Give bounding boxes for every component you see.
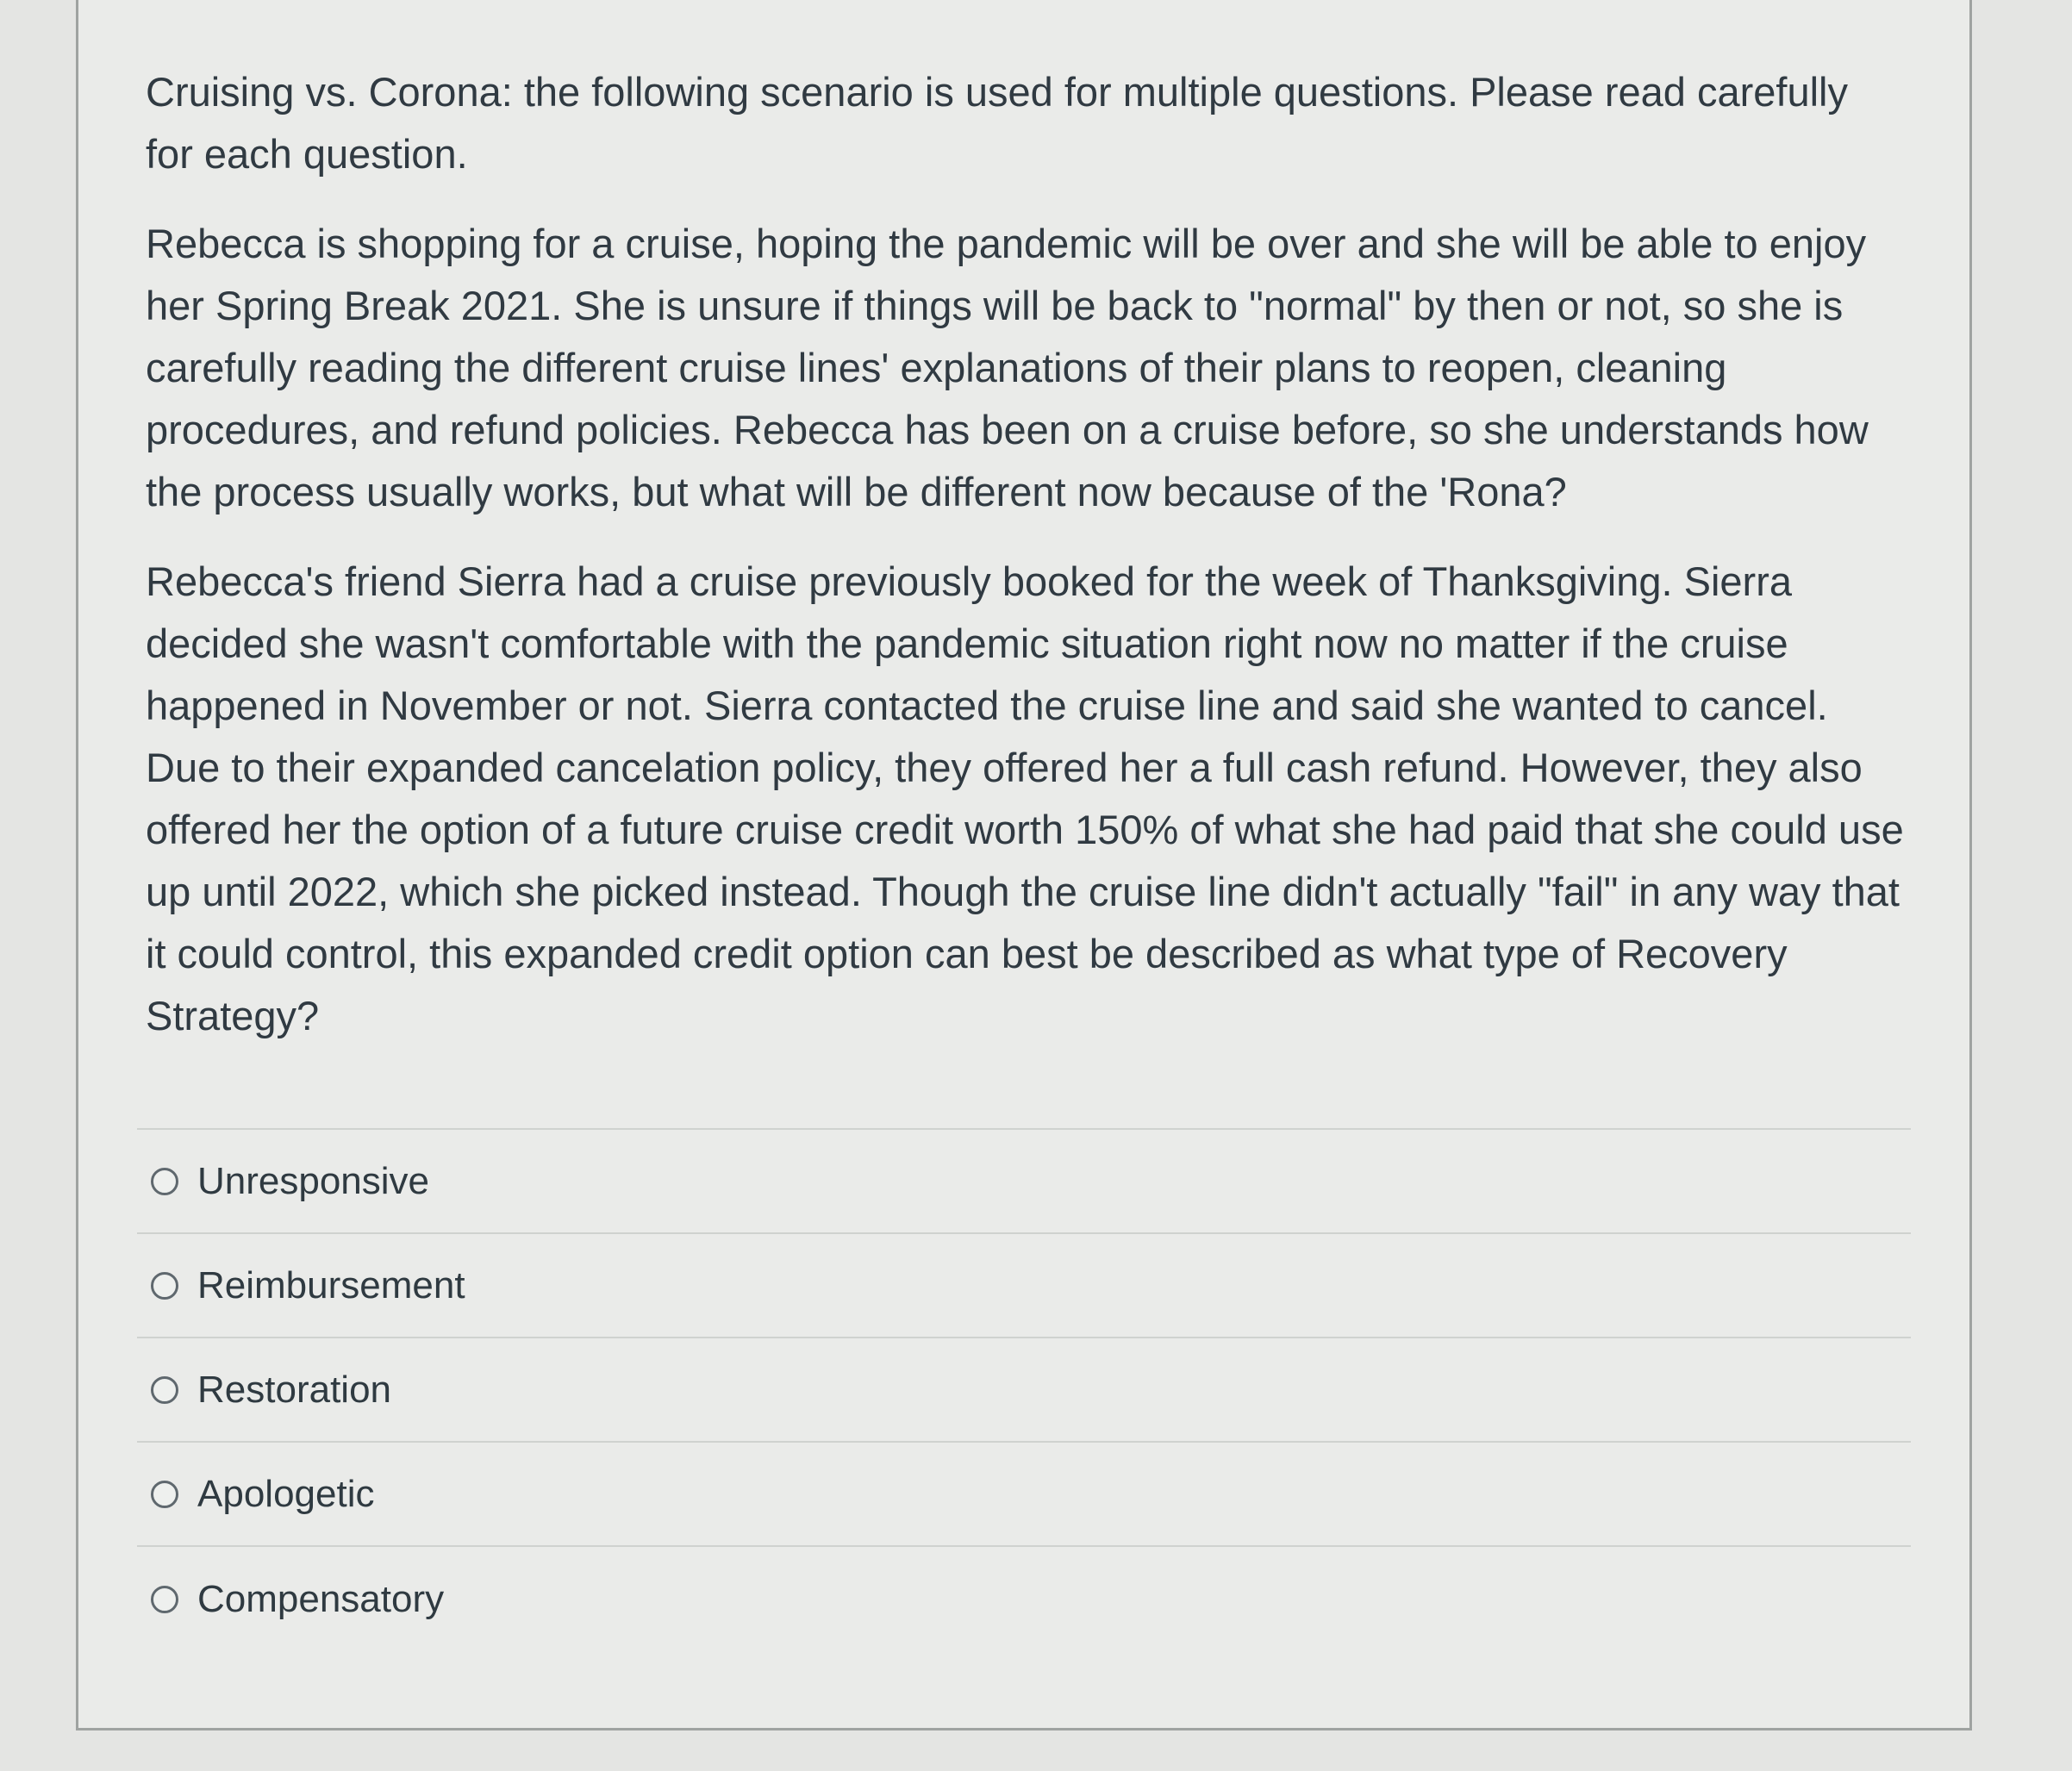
answer-label: Apologetic	[197, 1472, 375, 1515]
question-prompt: Rebecca's friend Sierra had a cruise previously booked for the week of Thanksgiving. Sierra decided she wasn't comfortable with the pandemic situation right now no matter if the cruise happened in November or not. Sierra contacted the cruise line and said she wanted to cancel. Due to their expanded cancelation policy, they offered her a full cash refund. However, they also offered her the option of a future cruise credit worth 150% of what she had paid that she could use up until 2022, which she picked instead. Though the cruise line didn't actually "fail" in any way that it could control, this expanded credit option can best be described as what type of Recovery Strategy?	[146, 558, 1904, 1038]
answer-label: Unresponsive	[197, 1159, 430, 1202]
question-text	[146, 61, 1904, 1075]
answer-option-restoration[interactable]	[137, 1338, 1911, 1443]
scenario-paragraph: Rebecca is shopping for a cruise, hoping the pandemic will be over and she will be able to enjoy her Spring Break 2021. She is unsure if things will be back to "normal" by then or not, so she is carefully reading the different cruise lines' explanations of their plans to reopen, cleaning procedures, and refund policies. Rebecca has been on a cruise before, so she understands how the process usually works, but what will be different now because of the 'Rona?	[146, 221, 1869, 514]
scenario-intro: Cruising vs. Corona: the following scenario is used for multiple questions. Please read carefully for each question.	[146, 69, 1848, 177]
radio-button[interactable]	[151, 1376, 178, 1404]
answer-option-apologetic[interactable]	[137, 1443, 1911, 1547]
radio-button[interactable]	[151, 1586, 178, 1613]
answer-option-unresponsive[interactable]	[137, 1130, 1911, 1234]
answer-label: Restoration	[197, 1368, 392, 1411]
answer-option-compensatory[interactable]	[137, 1547, 1911, 1651]
radio-button[interactable]	[151, 1272, 178, 1300]
answer-option-reimbursement[interactable]	[137, 1234, 1911, 1338]
radio-button[interactable]	[151, 1481, 178, 1508]
radio-button[interactable]	[151, 1168, 178, 1195]
answer-label: Compensatory	[197, 1577, 445, 1620]
answer-label: Reimbursement	[197, 1263, 465, 1306]
answer-list	[137, 1128, 1911, 1651]
question-card	[76, 0, 1972, 1730]
